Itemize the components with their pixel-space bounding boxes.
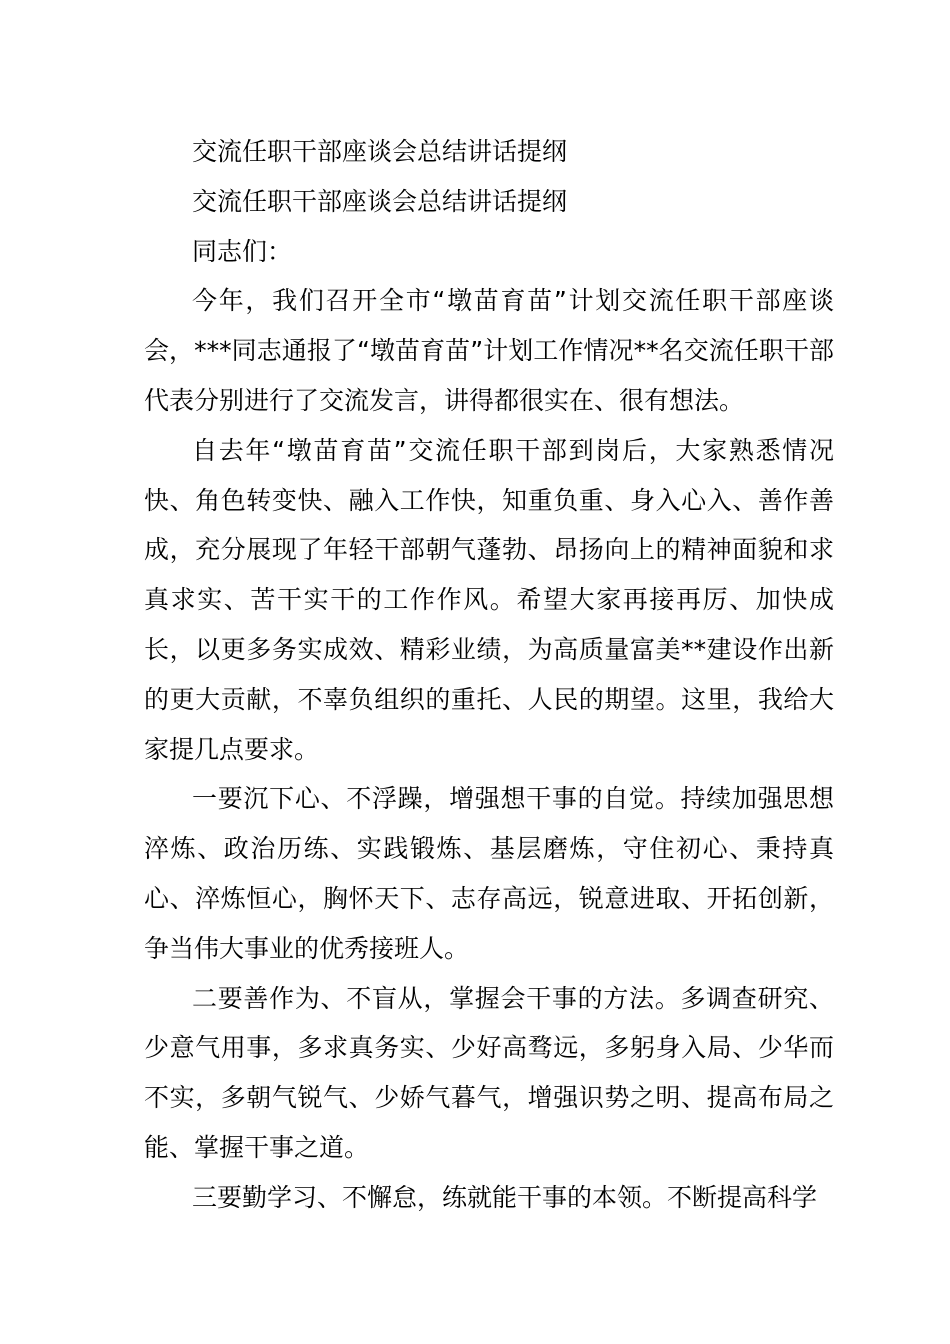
paragraph-requirement-3: 三要勤学习、不懈怠，练就能干事的本领。不断提高科学: [192, 1182, 818, 1212]
paragraph-review: 自去年“墩苗育苗”交流任职干部到岗后，大家熟悉情况快、角色转变快、融入工作快，知重负重、身入心入、善作善成，充分展现了年轻干部朝气蓬勃、昂扬向上的精神面貌和求真求实、苦干实干的工作作风。希望大家再接再厉、加快成长，以更多务实成效、精彩业绩，为高质量富美**建设作出新的更大贡献，不辜负组织的重托、人民的期望。这里，我给大家提几点要求。: [144, 435, 834, 764]
document-body: [144, 127, 834, 1223]
salutation: 同志们：: [192, 236, 293, 266]
paragraph-intro: 今年，我们召开全市“墩苗育苗”计划交流任职干部座谈会，***同志通报了“墩苗育苗”计划工作情况**名交流任职干部代表分别进行了交流发言，讲得都很实在、很有想法。: [144, 286, 834, 415]
document-title: 交流任职干部座谈会总结讲话提纲: [192, 137, 568, 166]
document-title-repeat: 交流任职干部座谈会总结讲话提纲: [192, 186, 568, 216]
paragraph-requirement-2: 二要善作为、不盲从，掌握会干事的方法。多调查研究、少意气用事，多求真务实、少好高骛远，多躬身入局、少华而不实，多朝气锐气、少娇气暮气，增强识势之明、提高布局之能、掌握干事之道。: [144, 983, 834, 1162]
paragraph-requirement-1: 一要沉下心、不浮躁，增强想干事的自觉。持续加强思想淬炼、政治历练、实践锻炼、基层磨炼，守住初心、秉持真心、淬炼恒心，胸怀天下、志存高远，锐意进取、开拓创新，争当伟大事业的优秀接班人。: [144, 784, 834, 963]
